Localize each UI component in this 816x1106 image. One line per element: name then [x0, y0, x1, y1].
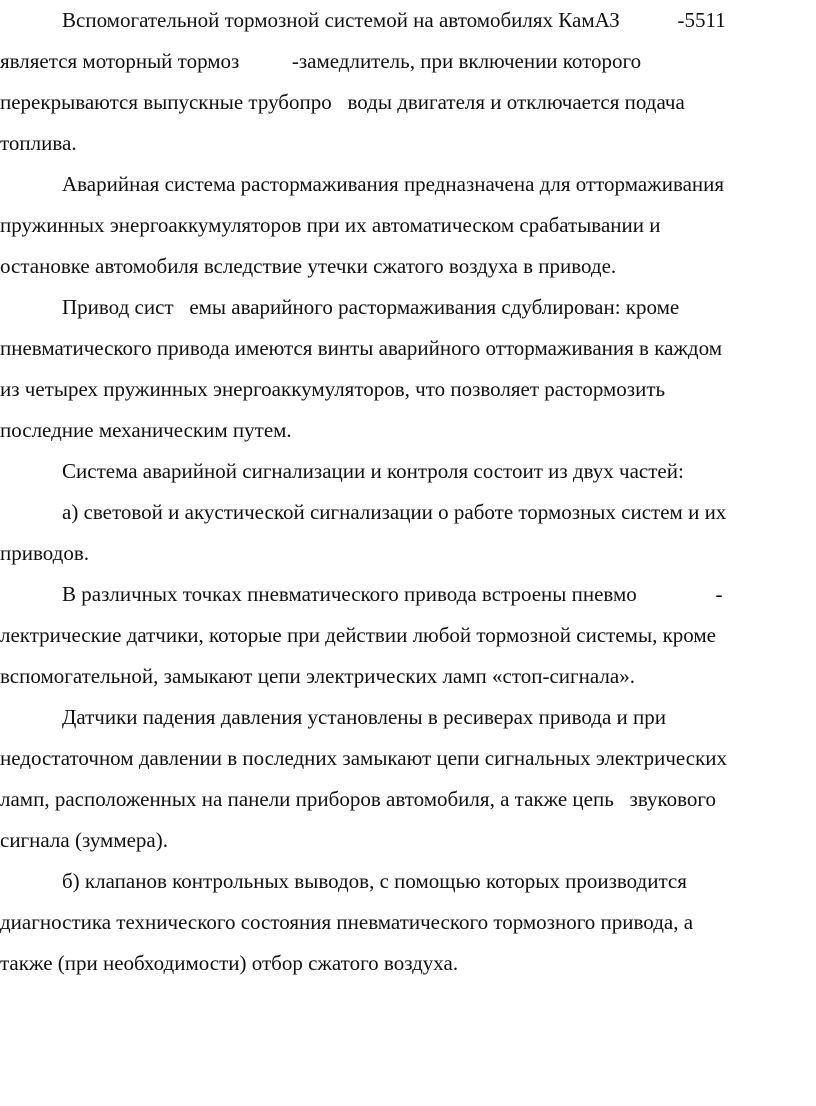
text-line: Привод сист емы аварийного растормаживания сдублирован: кроме [62, 295, 680, 319]
text-line: пневматического привода имеются винты аварийного оттормаживания в каждом [0, 336, 722, 360]
text-line: последние механическим путем. [0, 418, 292, 442]
text-line: топлива. [0, 131, 77, 155]
text-line: является моторный тормоз -замедлитель, при включении которого [0, 49, 642, 73]
text-line: б) клапанов контрольных выводов, с помощью которых производится [62, 869, 687, 893]
text-line: диагностика технического состояния пневматического тормозного привода, а [0, 910, 694, 934]
text-line: остановке автомобиля вследствие утечки сжатого воздуха в приводе. [0, 254, 617, 278]
text-line: Вспомогательной тормозной системой на автомобилях КамАЗ -5511 [62, 8, 726, 32]
text-line: Аварийная система растормаживания предназначена для оттормаживания [62, 172, 725, 196]
text-line: из четырех пружинных энергоаккумуляторов, что позволяет растормозить [0, 377, 666, 401]
text-line: также (при необходимости) отбор сжатого воздуха. [0, 951, 459, 975]
text-line: В различных точках пневматического привода встроены пневмо - [62, 582, 723, 606]
text-line: а) световой и акустической сигнализации о работе тормозных систем и их [62, 500, 727, 524]
text-line: приводов. [0, 541, 89, 565]
text-line: пружинных энергоаккумуляторов при их автоматическом срабатывании и [0, 213, 661, 237]
text-line: вспомогательной, замыкают цепи электрических ламп «стоп-сигнала». [0, 664, 635, 688]
text-line: недостаточном давлении в последних замыкают цепи сигнальных электрических [0, 746, 728, 770]
text-line: лектрические датчики, которые при действии любой тормозной системы, кроме [0, 623, 716, 647]
text-line: перекрываются выпускные трубопро воды двигателя и отключается подача [0, 90, 685, 114]
text-line: сигнала (зуммера). [0, 828, 168, 852]
text-line: Датчики падения давления установлены в ресиверах привода и при [62, 705, 667, 729]
text-line: ламп, расположенных на панели приборов автомобиля, а также цепь звукового [0, 787, 717, 811]
text-line: Система аварийной сигнализации и контроля состоит из двух частей: [62, 459, 684, 483]
